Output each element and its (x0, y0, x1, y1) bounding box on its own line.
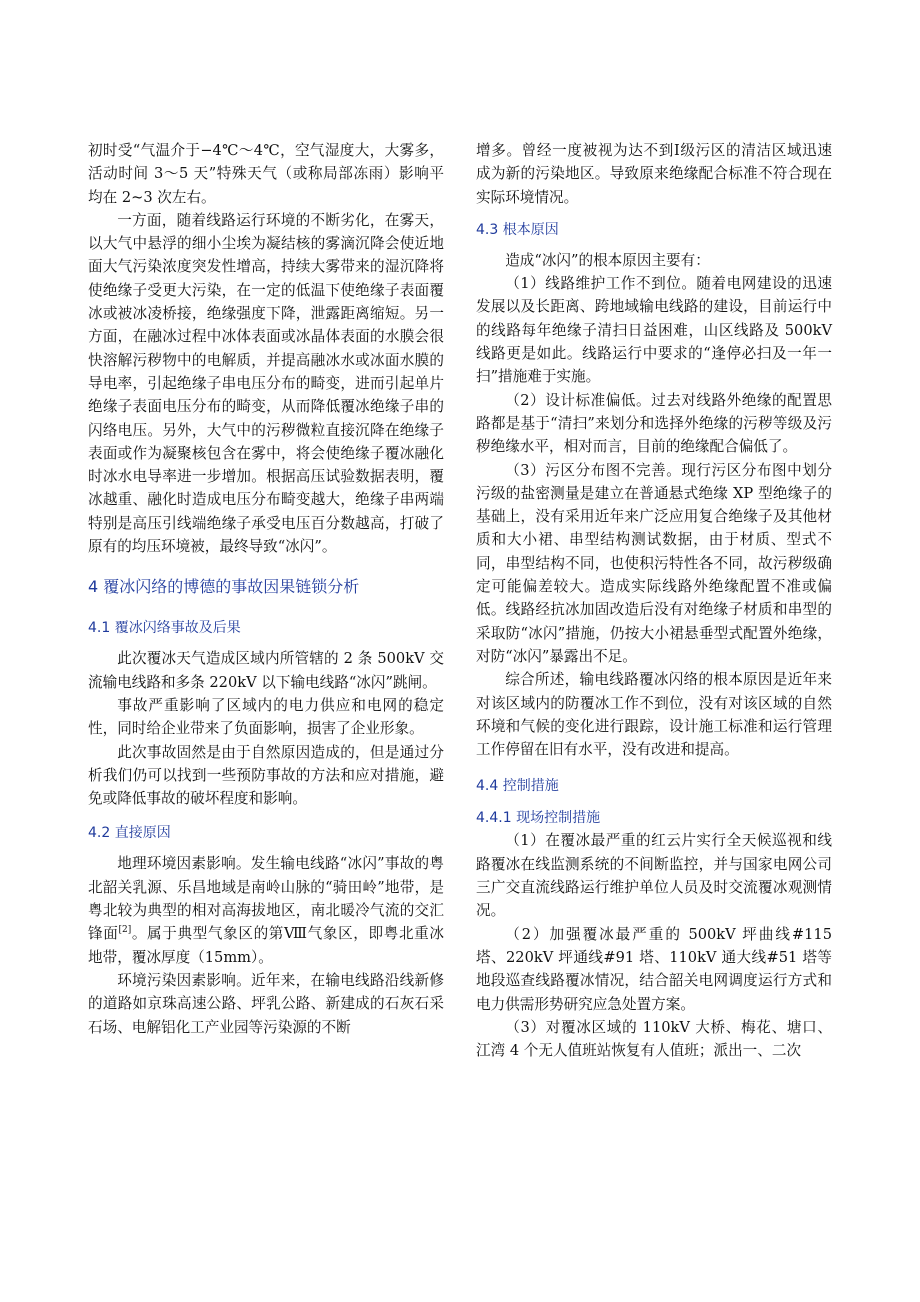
paragraph-4-1-c: 此次事故固然是由于自然原因造成的，但是通过分析我们仍可以找到一些预防事故的方法和应对措施，避免或降低事故的破坏程度和影响。 (88, 743, 444, 808)
section-4-4-heading: 4.4 控制措施 (476, 778, 559, 795)
paragraph-4-3-intro: 造成“冰闪”的根本原因主要有： (505, 251, 710, 269)
paragraph-4-3-item-3: （3）污区分布图不完善。现行污区分布图中划分污级的盐密测量是建立在普通悬式绝缘 XP 型绝缘子的基础上，没有采用近年来广泛应用复合绝缘子及其他材质和大小裙、串型结构测试数据，由于材质、型式不同，串型结构不同，也使积污特性各不同，故污秽级确定可能偏差较大。造成实际线路外绝缘配置不准或偏低。线路经抗冰加固改造后没有对绝缘子材质和串型的采取防“冰闪”措施，仍按大小裙悬垂型式配置外绝缘，对防“冰闪”暴露出不足。 (476, 461, 832, 665)
paragraph-4-2-geography (88, 852, 444, 968)
paragraph-4-2-pollution: 环境污染因素影响。近年来，在输电线路沿线新修的道路如京珠高速公路、坪乳公路、新建成的石灰石采石场、电解铝化工产业园等污染源的不断 (88, 971, 444, 1036)
citation-ref: [2] (118, 925, 132, 936)
paragraph-pollution-continuation: 增多。曾经一度被视为达不到Ⅰ级污区的清洁区域迅速成为新的污染地区。导致原来绝缘配合标准不符合现在实际环境情况。 (476, 142, 832, 206)
paragraph-4-3-item-1: （1）线路维护工作不到位。随着电网建设的迅速发展以及长距离、跨地域输电线路的建设，目前运行中的线路每年绝缘子清扫日益困难，山区线路及 500kV 线路更是如此。线路运行中要求的“逢停必扫及一年一扫”措施难于实施。 (476, 275, 832, 386)
paragraph-fog-mechanism: 一方面，随着线路运行环境的不断劣化，在雾天，以大气中悬浮的细小尘埃为凝结核的雾滴沉降会使近地面大气污染浓度突发性增高，持续大雾带来的湿沉降将使绝缘子受更大污染，在一定的低温下使绝缘子表面覆冰或被冰凌桥接，绝缘强度下降，泄露距离缩短。另一方面，在融冰过程中冰体表面或冰晶体表面的水膜会很快溶解污秽物中的电解质，并提高融冰水或冰面水膜的导电率，引起绝缘子串电压分布的畸变，进而引起单片绝缘子表面电压分布的畸变，从而降低覆冰绝缘子串的闪络电压。另外，大气中的污秽微粒直接沉降在绝缘子表面或作为凝聚核包含在雾中，将会使绝缘子覆冰融化时冰水电导率进一步增加。根据高压试验数据表明，覆冰越重、融化时造成电压分布畸变越大，绝缘子串两端特别是高压引线端绝缘子承受电压百分数越高，打破了原有的均压环境被，最终导致“冰闪”。 (88, 211, 444, 556)
section-4-heading: 4 覆冰闪络的博德的事故因果链锁分析 (88, 577, 360, 597)
paragraph-4-4-1-item-3: （3）对覆冰区域的 110kV 大桥、梅花、塘口、江湾 4 个无人值班站恢复有人值班；派出一、二次 (476, 1018, 832, 1060)
section-4-3-heading: 4.3 根本原因 (476, 221, 559, 238)
paragraph-4-1-a: 此次覆冰天气造成区域内所管辖的 2 条 500kV 交流输电线路和多条 220kV 以下输电线路“冰闪”跳闸。 (88, 650, 444, 691)
paragraph-4-4-1-item-1: （1）在覆冰最严重的红云片实行全天候巡视和线路覆冰在线监测系统的不间断监控，并与国家电网公司三广交直流线路运行维护单位人员及时交流覆冰观测情况。 (476, 832, 832, 920)
paragraph-4-1-b: 事故严重影响了区域内的电力供应和电网的稳定性，同时给企业带来了负面影响，损害了企业形象。 (88, 696, 444, 738)
geography-text-b: 。属于典型气象区的第Ⅷ气象区，即粤北重冰地带，覆冰厚度（15mm）。 (88, 925, 444, 966)
right-column (476, 139, 832, 1062)
section-4-2-heading: 4.2 直接原因 (88, 825, 171, 842)
paragraph-4-3-item-2: （2）设计标准偏低。过去对线路外绝缘的配置思路都是基于“清扫”来划分和选择外绝缘的污秽等级及污秽绝缘水平，相对而言，目前的绝缘配合偏低了。 (476, 391, 832, 456)
paragraph-weather-continuation: 初时受“气温介于−4℃～4℃，空气湿度大，大雾多，活动时间 3～5 天”特殊天气（或称局部冻雨）影响平均在 2~3 次左右。 (88, 142, 444, 206)
paragraph-4-3-summary: 综合所述，输电线路覆冰闪络的根本原因是近年来对该区域内的防覆冰工作不到位，没有对该区域的自然环境和气候的变化进行跟踪，设计施工标准和运行管理工作停留在旧有水平，没有改进和提高。 (476, 671, 832, 759)
section-4-4-1-heading: 4.4.1 现场控制措施 (476, 810, 601, 827)
paragraph-4-4-1-item-2: （2）加强覆冰最严重的 500kV 坪曲线#115 塔、220kV 坪通线#91 塔、110kV 通大线#51 塔等地段巡查线路覆冰情况，结合韶关电网调度运行方式和电力供需形势研究应急处置方案。 (476, 925, 832, 1013)
section-4-1-heading: 4.1 覆冰闪络事故及后果 (88, 620, 241, 637)
geography-text-a: 地理环境因素影响。发生输电线路“冰闪”事故的粤北韶关乳源、乐昌地域是南岭山脉的“骑田岭”地带，是粤北较为典型的相对高海拔地区，南北暖冷气流的交汇锋面 (88, 855, 444, 943)
left-column (88, 139, 444, 1039)
